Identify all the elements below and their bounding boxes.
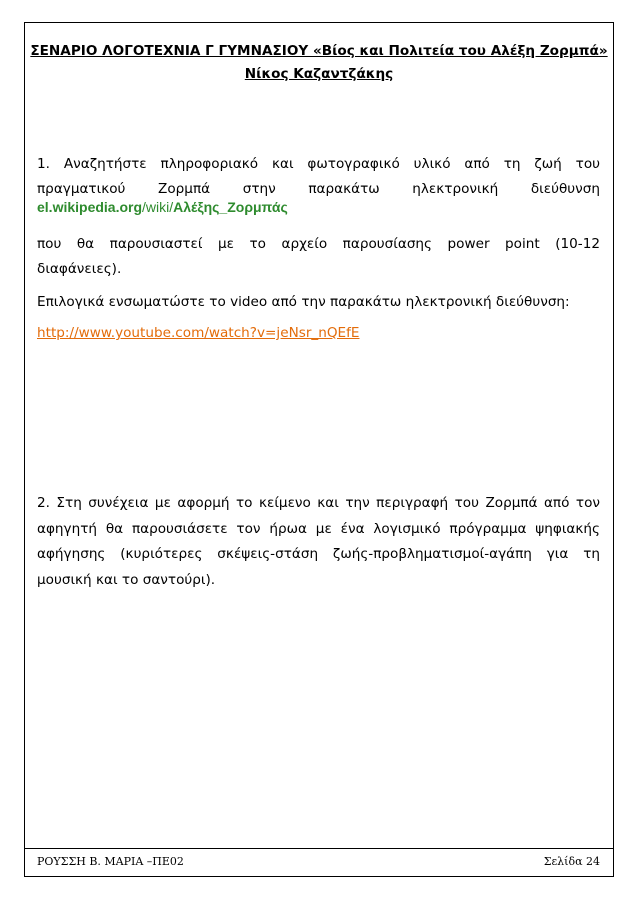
task2-line-1: 2. Στη συνέχεια με αφορμή το κείμενο και την περιγραφή του Ζορμπά από τον: [37, 495, 600, 511]
footer-author: ΡΟΥΣΣΗ Β. ΜΑΡΙΑ –ΠΕ02: [37, 855, 184, 868]
task1-line-2: πραγματικού Ζορμπά στην παρακάτω ηλεκτρονική διεύθυνση: [37, 181, 600, 197]
task1-paragraph: [37, 152, 600, 202]
title-line-2: Νίκος Καζαντζάκης: [244, 66, 394, 82]
youtube-link[interactable]: http://www.youtube.com/watch?v=jeNsr_nQEfE: [37, 325, 360, 341]
page-border: [24, 22, 614, 877]
page-footer: [37, 855, 600, 868]
task1-line-1: 1. Αναζητήστε πληροφοριακό και φωτογραφικό υλικό από τη ζωή του: [37, 156, 600, 172]
document-title: [24, 40, 614, 86]
title-line-1: ΣΕΝΑΡΙΟ ΛΟΓΟΤΕΧΝΙΑ Γ ΓΥΜΝΑΣΙΟΥ «Βίος και Πολιτεία του Αλέξη Ζορμπά»: [30, 43, 608, 59]
footer-page-number: Σελίδα 24: [543, 855, 600, 868]
task1-line-4: διαφάνειες).: [37, 261, 122, 277]
task2-paragraph: [37, 491, 600, 593]
wiki-path: /wiki/: [142, 199, 174, 215]
task1-paragraph-2: [37, 232, 600, 282]
task2-line-4: μουσική και το σαντούρι).: [37, 571, 216, 588]
task1-line-3: που θα παρουσιαστεί με το αρχείο παρουσίασης power point (10-12: [37, 236, 600, 252]
wiki-article: Αλέξης_Ζορμπάς: [173, 199, 288, 215]
task2-line-3: αφήγησης (κυριότερες σκέψεις-στάση ζωής-προβληματισμοί-αγάπη για τη: [37, 546, 600, 562]
footer-divider: [24, 848, 613, 849]
task2-line-2: αφηγητή θα παρουσιάσετε τον ήρωα με ένα λογισμικό πρόγραμμα ψηφιακής: [37, 520, 600, 537]
wiki-domain: el.wikipedia.org: [37, 199, 143, 215]
video-instruction: Επιλογικά ενσωματώστε το video από την παρακάτω ηλεκτρονική διεύθυνση:: [37, 294, 570, 310]
wikipedia-link[interactable]: [37, 199, 288, 215]
